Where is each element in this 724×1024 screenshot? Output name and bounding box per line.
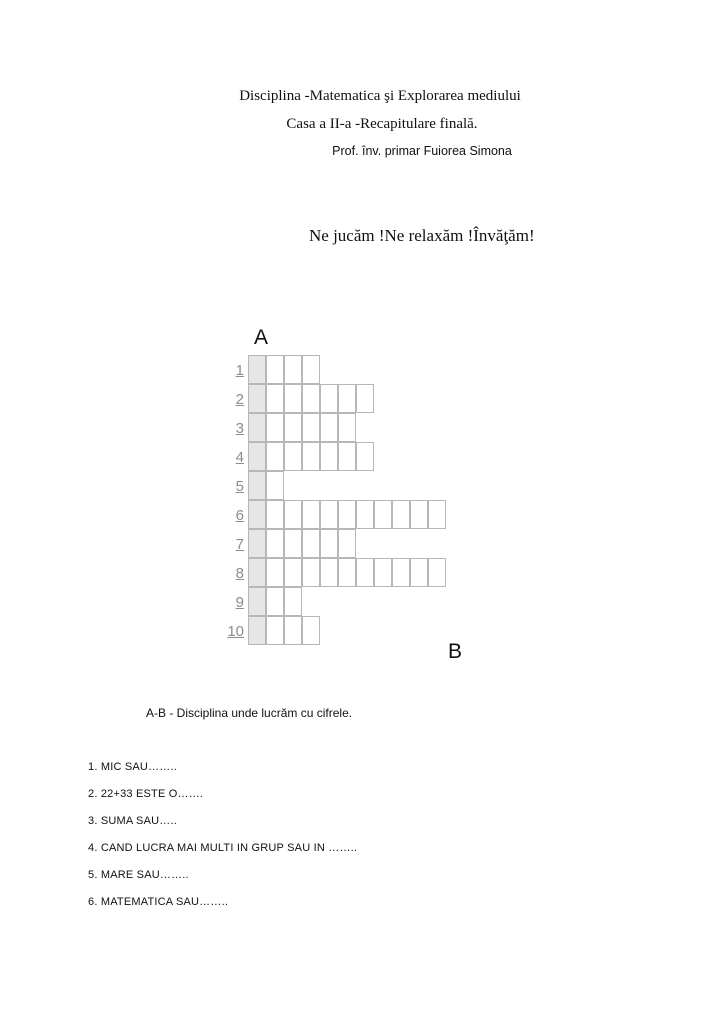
crossword-cell [338,558,356,587]
clue-item: 5. MARE SAU…….. [88,869,189,881]
crossword-key-cell [248,471,266,500]
crossword-cell [302,355,320,384]
crossword-key-cell [248,616,266,645]
crossword-key-cell [248,384,266,413]
crossword-cell [338,442,356,471]
crossword-cell [356,442,374,471]
row-number: 2 [235,391,244,408]
crossword-cell [302,442,320,471]
clue-item: 1. MIC SAU…….. [88,761,177,773]
crossword-cell [320,529,338,558]
crossword-cell [356,500,374,529]
crossword-cell [302,413,320,442]
crossword-key-cell [248,529,266,558]
crossword-cell [284,616,302,645]
crossword-cell [284,558,302,587]
crossword-cell [320,384,338,413]
label-a: A [254,326,269,349]
crossword-cell [266,529,284,558]
crossword-cell [284,442,302,471]
crossword-cell [284,355,302,384]
crossword-key-cell [248,558,266,587]
crossword-key-cell [248,500,266,529]
crossword-cell [302,616,320,645]
clue-item: 6. MATEMATICA SAU…….. [88,896,229,908]
crossword-cell [284,500,302,529]
crossword-cell [392,500,410,529]
crossword-cell [320,500,338,529]
crossword-cell [410,558,428,587]
crossword-key-cell [248,587,266,616]
crossword-cell [338,500,356,529]
crossword-cell [266,413,284,442]
crossword-cell [302,529,320,558]
row-number: 9 [235,594,244,611]
crossword-cell [302,384,320,413]
crossword-cell [428,558,446,587]
row-number: 5 [235,478,244,495]
row-number: 1 [235,362,244,379]
crossword-cell [356,558,374,587]
crossword-cell [284,384,302,413]
crossword-cell [284,413,302,442]
row-number: 8 [235,565,244,582]
crossword-cell [266,355,284,384]
crossword-cell [338,529,356,558]
row-number: 6 [235,507,244,524]
clue-item: 4. CAND LUCRA MAI MULTI IN GRUP SAU IN …….. [88,842,358,854]
clue-item: 3. SUMA SAU….. [88,815,177,827]
crossword-cell [266,616,284,645]
crossword-cell [320,558,338,587]
crossword-cell [374,500,392,529]
crossword-key-cell [248,442,266,471]
crossword-cell [266,558,284,587]
crossword-cell [338,413,356,442]
motto: Ne jucăm !Ne relaxăm !Învăţăm! [309,226,535,245]
crossword-cell [374,558,392,587]
crossword-key-cell [248,413,266,442]
crossword-cell [410,500,428,529]
row-number: 3 [235,420,244,437]
header-teacher: Prof. înv. primar Fuiorea Simona [332,144,512,158]
crossword-cell [302,558,320,587]
crossword-cell [266,442,284,471]
crossword-key-cell [248,355,266,384]
crossword-cell [266,587,284,616]
crossword-cell [302,500,320,529]
row-number: 10 [227,623,244,640]
crossword-cell [338,384,356,413]
clue-item: 2. 22+33 ESTE O……. [88,788,204,800]
clue-ab: A-B - Disciplina unde lucrăm cu cifrele. [146,706,353,720]
header-discipline: Disciplina -Matematica şi Explorarea mediului [239,88,521,104]
crossword-cell [266,384,284,413]
crossword-cell [356,384,374,413]
header-class: Casa a II-a -Recapitulare finală. [286,116,478,132]
crossword-cell [428,500,446,529]
crossword-cell [320,442,338,471]
crossword-cell [284,529,302,558]
crossword-cell [266,500,284,529]
crossword-cell [320,413,338,442]
crossword-cell [392,558,410,587]
crossword-cell [284,587,302,616]
row-number: 4 [235,449,244,466]
crossword-cell [266,471,284,500]
row-number: 7 [235,536,244,553]
label-b: B [448,640,463,663]
